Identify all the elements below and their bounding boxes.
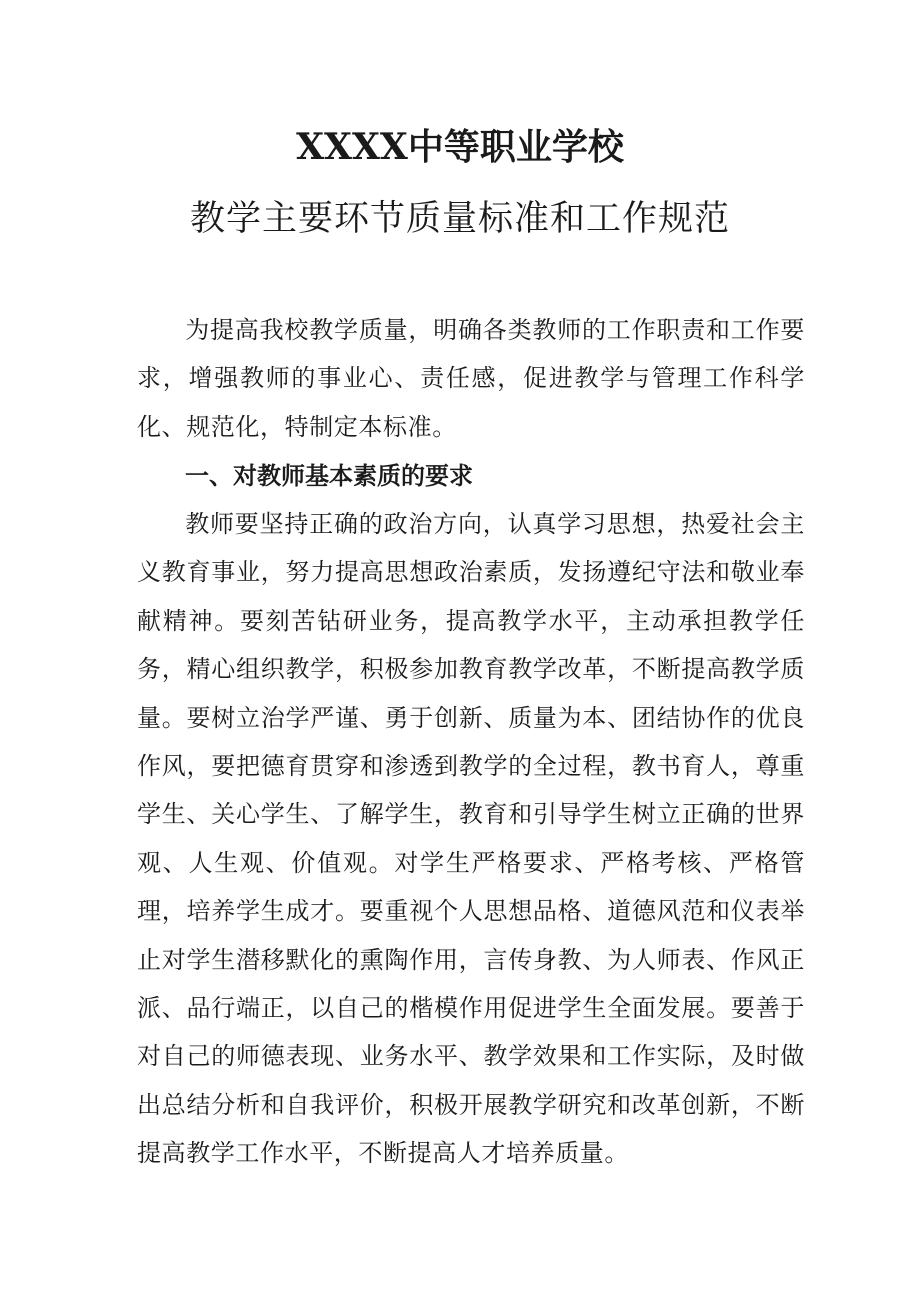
intro-text: 为提高我校教学质量，明确各类教师的工作职责和工作要求，增强教师的事业心、责任感，促进教学与管理工作科学化、规范化，特制定本标准。 — [137, 316, 805, 441]
document-title: XXXX中等职业学校 — [296, 126, 624, 168]
intro-paragraph — [137, 306, 805, 451]
section-body-paragraph — [137, 500, 805, 1178]
section-heading: 一、对教师基本素质的要求 — [185, 462, 473, 490]
document-subtitle: 教学主要环节质量标准和工作规范 — [189, 199, 730, 239]
section-body-text: 教师要坚持正确的政治方向，认真学习思想，热爱社会主义教育事业，努力提高思想政治素质，发扬遵纪守法和敬业奉献精神。要刻苦钻研业务，提高教学水平，主动承担教学任务，精心组织教学，积极参加教育教学改革，不断提高教学质量。要树立治学严谨、勇于创新、质量为本、团结协作的优良作风，要把德育贯穿和渗透到教学的全过程，教书育人，尊重学生、关心学生、了解学生，教育和引导学生树立正确的世界观、人生观、价值观。对学生严格要求、严格考核、严格管理，培养学生成才。要重视个人思想品格、道德风范和仪表举止对学生潜移默化的熏陶作用，言传身教、为人师表、作风正派、品行端正，以自己的楷模作用促进学生全面发展。要善于对自己的师德表现、业务水平、教学效果和工作实际，及时做出总结分析和自我评价，积极开展教学研究和改革创新，不断提高教学工作水平，不断提高人才培养质量。 — [137, 510, 805, 1168]
